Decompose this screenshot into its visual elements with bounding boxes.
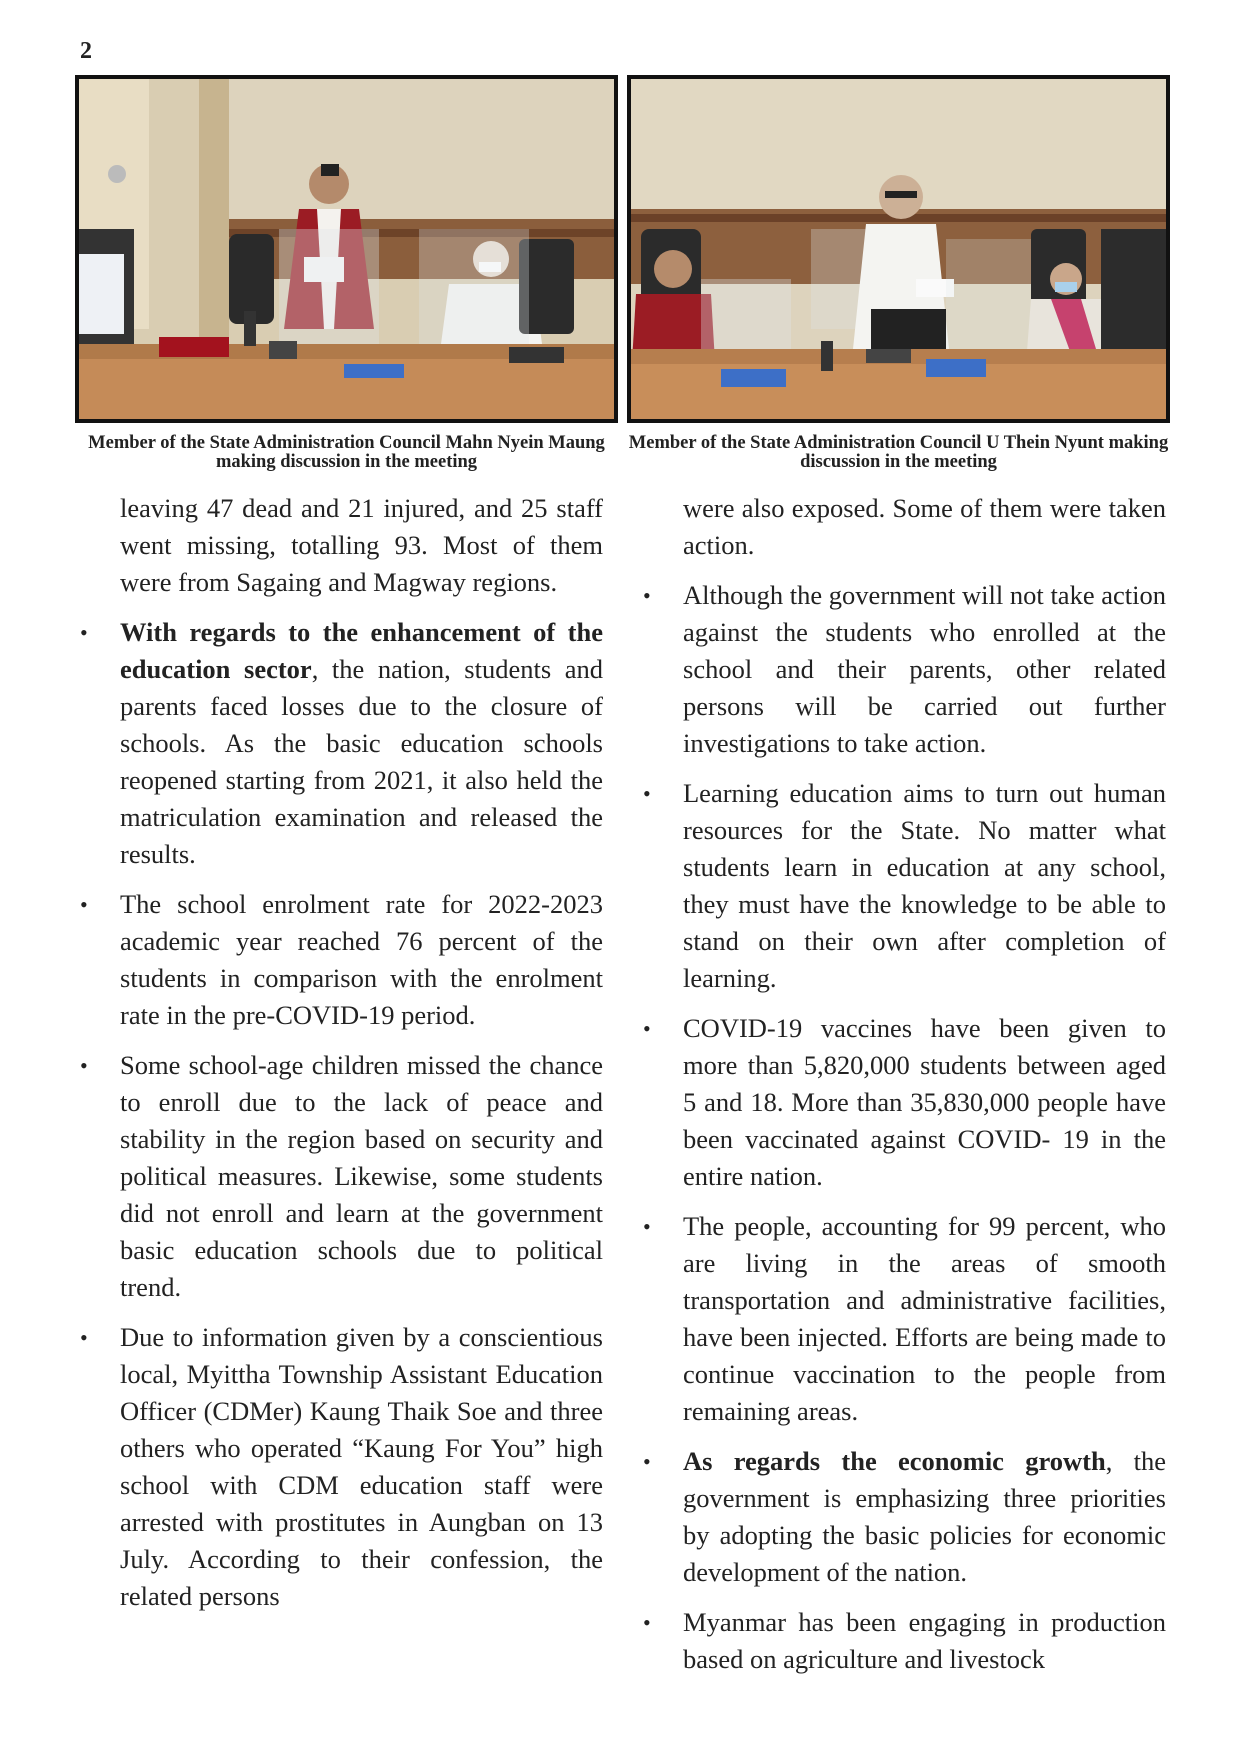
bullet-item: • COVID-19 vaccines have been given to more than 5,820,000 students between aged 5 and 18. More than 35,830,000 people have been vaccinated against COVID- 19 in the entire nation. [683, 1010, 1166, 1195]
bullet-item: • The school enrolment rate for 2022-2023 academic year reached 76 percent of the students in comparison with the enrolment rate in the pre-COVID-19 period. [120, 886, 603, 1034]
bullet-item: • Although the government will not take action against the students who enrolled at the school and their parents, other related persons will be carried out further investigations to take action. [683, 577, 1166, 762]
meeting-photo-left [75, 75, 618, 423]
bold-lead: As regards the economic growth [683, 1446, 1106, 1476]
bullet-text: , the government is emphasizing three priorities by adopting the basic policies for economic development of the nation. [683, 1446, 1167, 1587]
bullet-item: • The people, accounting for 99 percent, who are living in the areas of smooth transportation and administrative facilities, have been injected. Efforts are being made to continue vaccination to the people from remaining areas. [683, 1208, 1166, 1430]
photo-caption-left: Member of the State Administration Council Mahn Nyein Maung making discussion in the meeting [88, 433, 605, 472]
bullet-item: • Myanmar has been engaging in production based on agriculture and livestock [683, 1604, 1166, 1678]
paragraph: leaving 47 dead and 21 injured, and 25 staff went missing, totalling 93. Most of them were from Sagaing and Magway regions. [120, 493, 603, 597]
paragraph: were also exposed. Some of them were taken action. [683, 493, 1166, 560]
bullet-item: • Some school-age children missed the chance to enroll due to the lack of peace and stability in the region based on security and political measures. Likewise, some students did not enroll and learn at the government basic education schools due to political trend. [120, 1047, 603, 1306]
bullet-item [120, 614, 603, 873]
bullet-item: • Due to information given by a conscientious local, Myittha Township Assistant Education Officer (CDMer) Kaung Thaik Soe and three others who operated “Kaung For You” high school with CDM education staff were arrested with prostitutes in Aungban on 13 July. According to their confession, the related persons [120, 1319, 603, 1615]
bullet-item [683, 1443, 1166, 1591]
bold-lead: With regards to the enhancement of the education sector [120, 617, 603, 684]
meeting-photo-right [627, 75, 1170, 423]
bullet-text: , the nation, students and parents faced losses due to the closure of schools. As the basic education schools reopened starting from 2021, it also held the matriculation examination and released the results. [120, 654, 603, 869]
bullet-item: • Learning education aims to turn out human resources for the State. No matter what students learn in education at any school, they must have the knowledge to be able to stand on their own after completion of learning. [683, 775, 1166, 997]
page-number: 2 [80, 38, 92, 64]
right-text-column [683, 490, 1166, 1691]
photo-caption-right: Member of the State Administration Council U Thein Nyunt making discussion in the meeting [628, 433, 1169, 472]
left-text-column [120, 490, 603, 1628]
